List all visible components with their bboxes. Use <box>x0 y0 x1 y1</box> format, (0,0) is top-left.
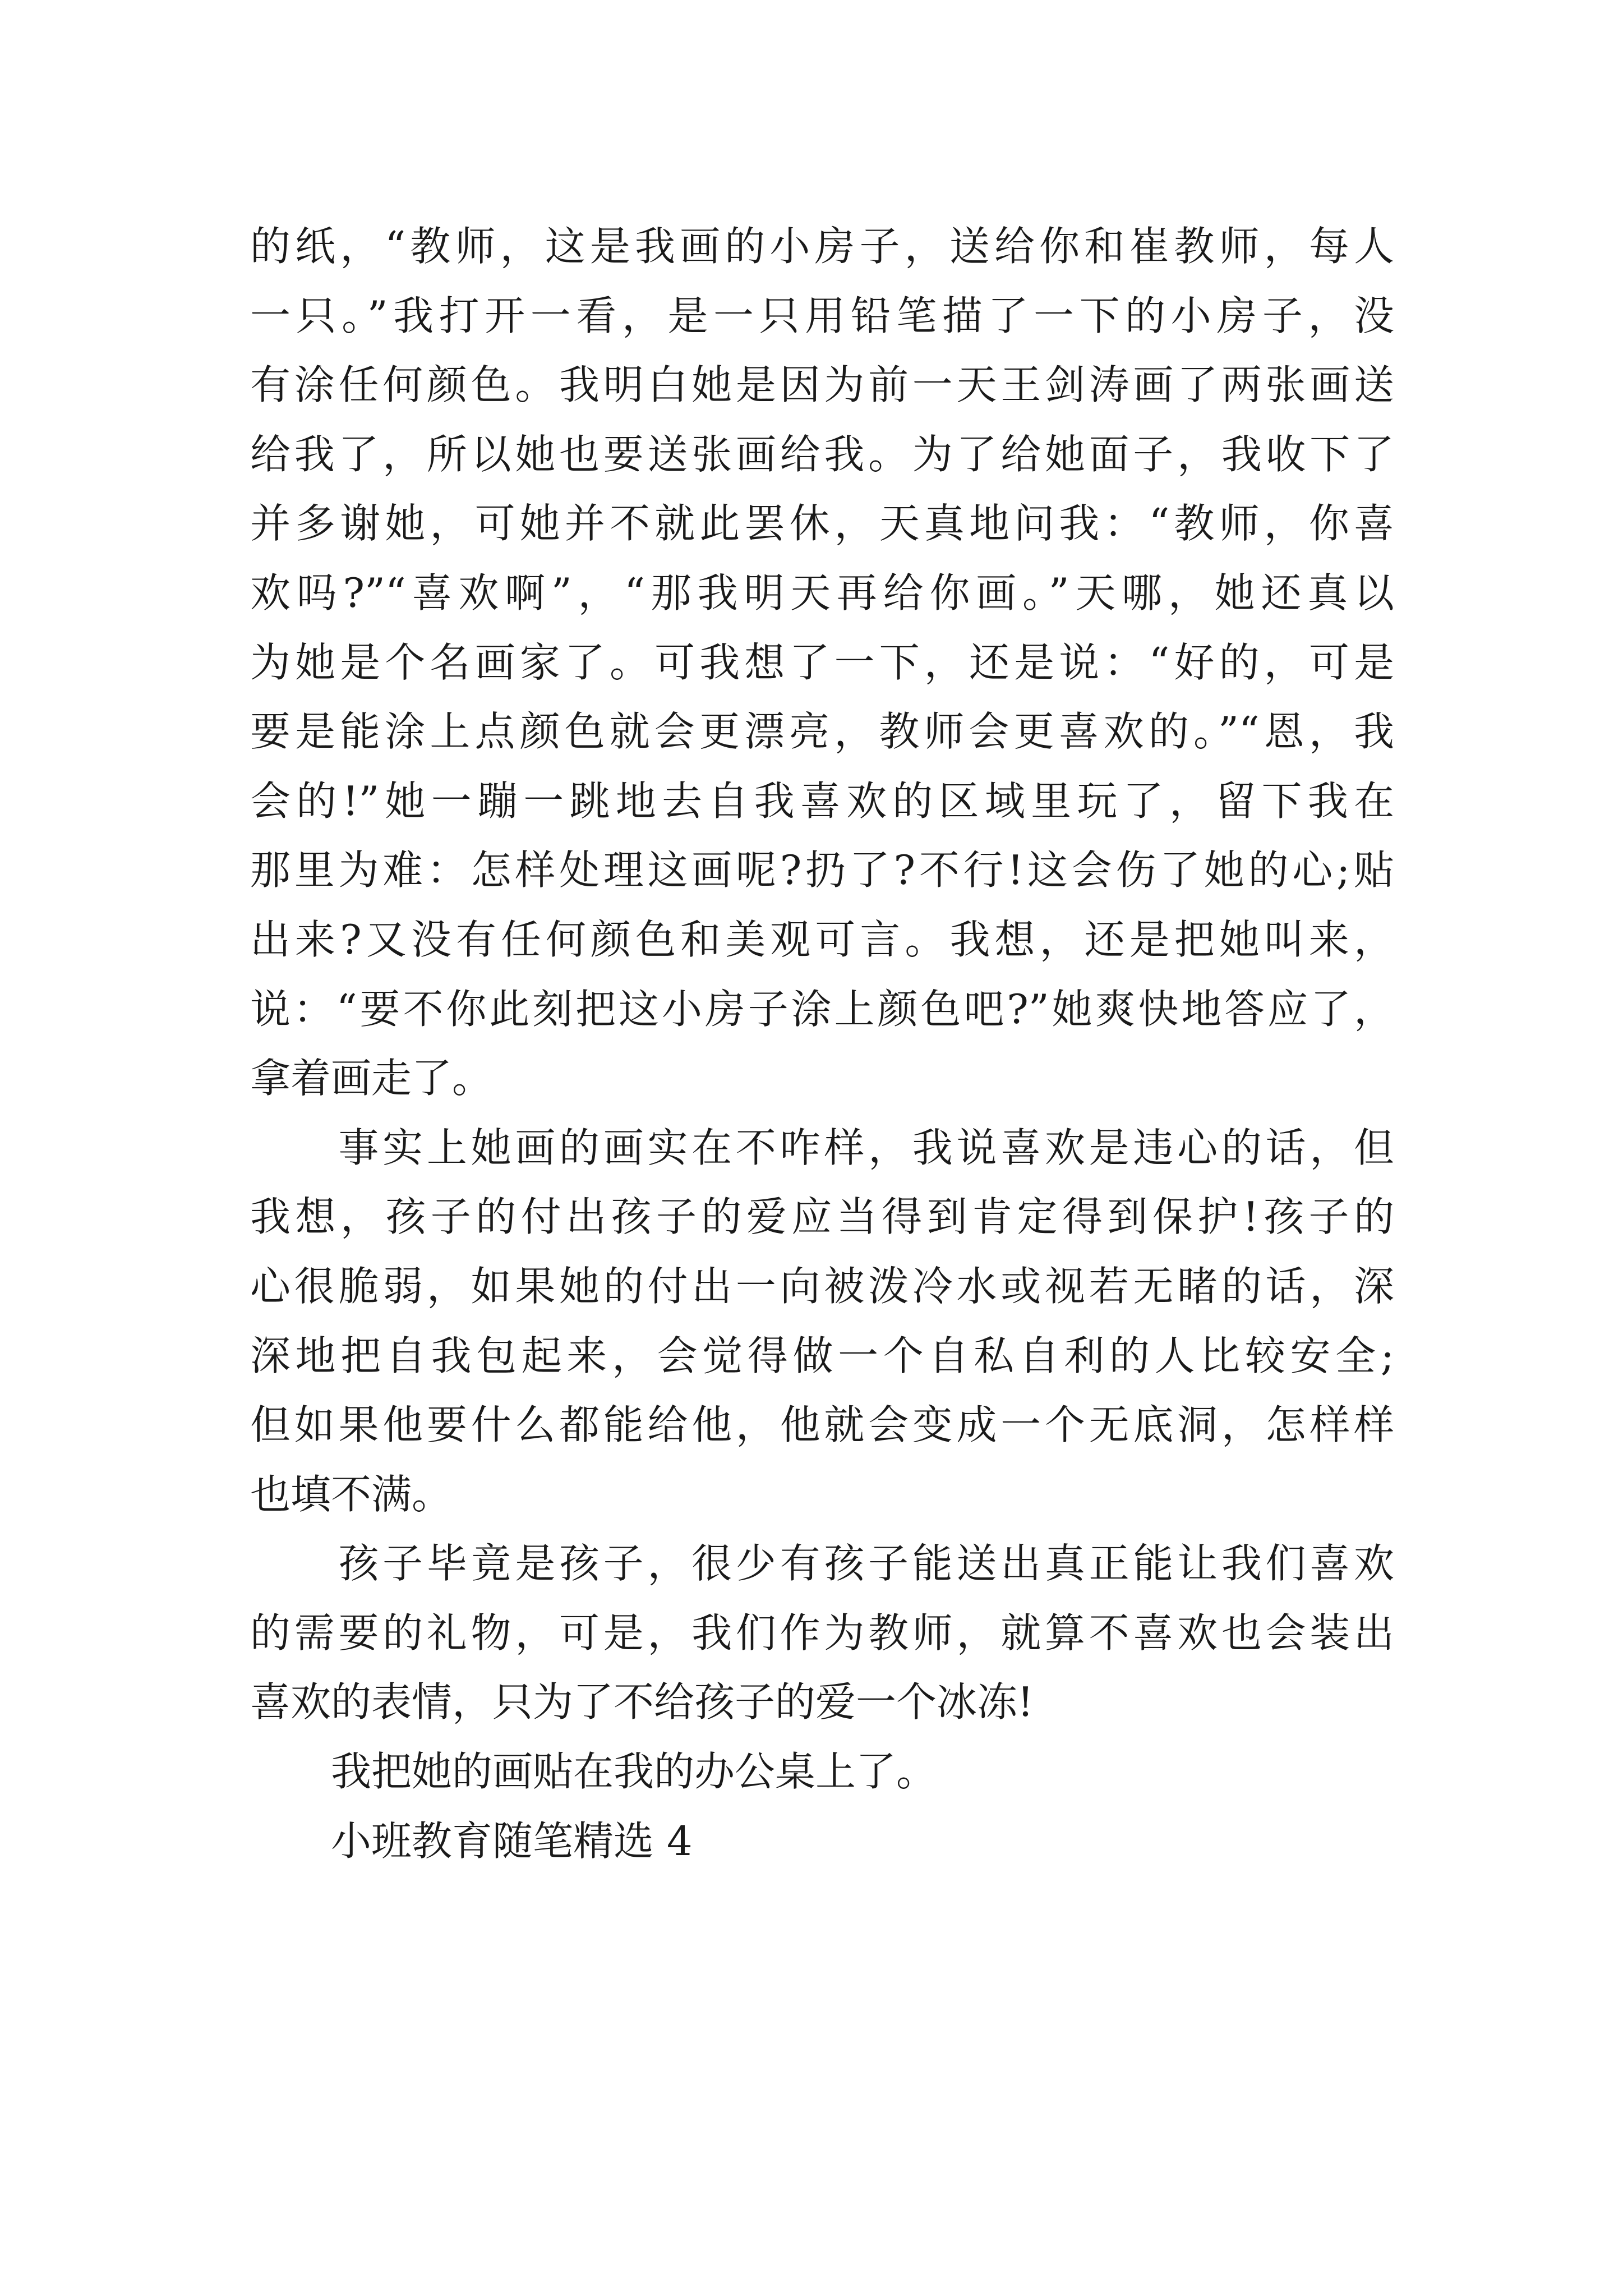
section-heading <box>250 1807 1394 1876</box>
text-line: 心很脆弱，如果她的付出一向被泼冷水或视若无睹的话，深 <box>250 1262 1394 1310</box>
text-line: 我想，孩子的付出孩子的爱应当得到肯定得到保护!孩子的 <box>250 1193 1394 1241</box>
text-line: 的需要的礼物，可是，我们作为教师，就算不喜欢也会装出 <box>250 1609 1394 1657</box>
text-line: 也填不满。 <box>250 1470 453 1518</box>
text-line: 我把她的画贴在我的办公桌上了。 <box>250 1748 937 1796</box>
text-line: 出来?又没有任何颜色和美观可言。我想，还是把她叫来， <box>250 915 1394 963</box>
text-line: 的纸，“教师，这是我画的小房子，送给你和崔教师，每人 <box>250 223 1394 270</box>
paragraph-1 <box>250 212 1394 1114</box>
text-line: 有涂任何颜色。我明白她是因为前一天王剑涛画了两张画送 <box>250 361 1394 409</box>
text-line: 深地把自我包起来，会觉得做一个自私自利的人比较安全; <box>250 1332 1394 1379</box>
text-line: 喜欢的表情，只为了不给孩子的爱一个冰冻! <box>250 1678 1034 1726</box>
text-line: 拿着画走了。 <box>250 1055 493 1102</box>
paragraph-3 <box>250 1529 1394 1737</box>
text-line: 但如果他要什么都能给他，他就会变成一个无底洞，怎样样 <box>250 1401 1394 1449</box>
text-line: 欢吗?”“喜欢啊”，“那我明天再给你画。”天哪，她还真以 <box>250 569 1394 616</box>
text-line: 会的!”她一蹦一跳地去自我喜欢的区域里玩了，留下我在 <box>250 777 1394 825</box>
document-body <box>250 212 1394 1876</box>
heading-line: 小班教育随笔精选 4 <box>250 1817 693 1865</box>
text-line: 事实上她画的画实在不咋样，我说喜欢是违心的话，但 <box>250 1124 1394 1171</box>
text-line: 孩子毕竟是孩子，很少有孩子能送出真正能让我们喜欢 <box>250 1540 1394 1588</box>
text-line: 给我了，所以她也要送张画给我。为了给她面子，我收下了 <box>250 430 1394 478</box>
paragraph-4 <box>250 1737 1394 1807</box>
text-line: 那里为难：怎样处理这画呢?扔了?不行!这会伤了她的心;贴 <box>250 846 1394 894</box>
text-line: 为她是个名画家了。可我想了一下，还是说：“好的，可是 <box>250 638 1394 686</box>
text-line: 一只。”我打开一看，是一只用铅笔描了一下的小房子，没 <box>250 292 1394 339</box>
paragraph-2 <box>250 1114 1394 1530</box>
text-line: 要是能涂上点颜色就会更漂亮，教师会更喜欢的。”“恩，我 <box>250 708 1394 756</box>
text-line: 说：“要不你此刻把这小房子涂上颜色吧?”她爽快地答应了， <box>250 985 1394 1033</box>
text-line: 并多谢她，可她并不就此罢休，天真地问我：“教师，你喜 <box>250 500 1394 547</box>
